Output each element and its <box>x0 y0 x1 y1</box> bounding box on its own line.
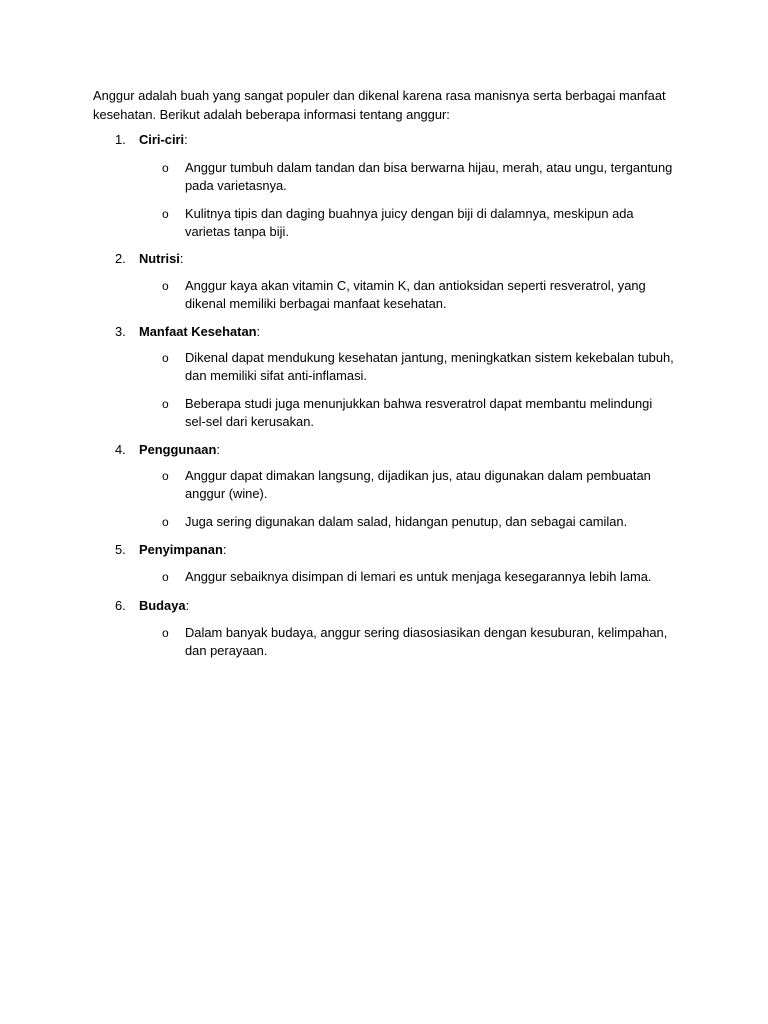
bullet-text: Anggur tumbuh dalam tandan dan bisa berwarna hijau, merah, atau ungu, tergantung pada varietasnya. <box>185 160 673 193</box>
section-heading <box>139 131 188 149</box>
section-heading-text: Manfaat Kesehatan <box>139 324 257 339</box>
section-heading-text: Penyimpanan <box>139 542 223 557</box>
bullet-marker: o <box>162 515 169 529</box>
section-number: 3. <box>115 324 126 339</box>
section-heading <box>139 250 183 268</box>
bullet-text: Anggur dapat dimakan langsung, dijadikan jus, atau digunakan dalam pembuatan anggur (wine). <box>185 468 651 501</box>
bullet-text: Dikenal dapat mendukung kesehatan jantung, meningkatkan sistem kekebalan tubuh, dan memiliki sifat anti-inflamasi. <box>185 350 674 383</box>
bullet-marker: o <box>162 161 169 175</box>
bullet-marker: o <box>162 351 169 365</box>
bullet-marker: o <box>162 570 169 584</box>
section-heading-colon: : <box>184 132 188 147</box>
section-number: 5. <box>115 542 126 557</box>
section-heading-colon: : <box>216 442 220 457</box>
section-heading-colon: : <box>179 251 184 266</box>
bullet-marker: o <box>162 626 169 640</box>
section-heading-colon: : <box>222 542 227 557</box>
bullet-text: Juga sering digunakan dalam salad, hidangan penutup, dan sebagai camilan. <box>185 514 628 529</box>
section-number: 6. <box>115 598 126 613</box>
bullet-marker: o <box>162 279 169 293</box>
section-heading-colon: : <box>256 324 261 339</box>
bullet-marker: o <box>162 469 169 483</box>
bullet-marker: o <box>162 397 169 411</box>
section-number: 1. <box>115 132 126 147</box>
section-heading-colon: : <box>185 598 190 613</box>
section-heading <box>139 541 226 559</box>
section-heading <box>139 441 220 459</box>
bullet-text: Anggur sebaiknya disimpan di lemari es untuk menjaga kesegarannya lebih lama. <box>185 569 652 584</box>
bullet-text: Anggur kaya akan vitamin C, vitamin K, dan antioksidan seperti resveratrol, yang dikenal memiliki berbagai manfaat kesehatan. <box>185 278 646 311</box>
bullet-text: Dalam banyak budaya, anggur sering diasosiasikan dengan kesuburan, kelimpahan, dan perayaan. <box>185 625 668 658</box>
bullet-marker: o <box>162 207 169 221</box>
section-heading <box>139 323 260 341</box>
bullet-text: Kulitnya tipis dan daging buahnya juicy dengan biji di dalamnya, meskipun ada varietas tanpa biji. <box>185 206 634 239</box>
section-heading-text: Budaya <box>139 598 186 613</box>
section-heading-text: Ciri-ciri <box>139 132 185 147</box>
section-heading-text: Nutrisi <box>139 251 180 266</box>
bullet-text: Beberapa studi juga menunjukkan bahwa resveratrol dapat membantu melindungi sel-sel dari kerusakan. <box>185 396 653 429</box>
section-heading-text: Penggunaan <box>139 442 217 457</box>
section-number: 4. <box>115 442 126 457</box>
section-heading <box>139 597 189 615</box>
intro-paragraph: Anggur adalah buah yang sangat populer dan dikenal karena rasa manisnya serta berbagai manfaat kesehatan. Berikut adalah beberapa informasi tentang anggur: <box>93 88 666 122</box>
section-number: 2. <box>115 251 126 266</box>
